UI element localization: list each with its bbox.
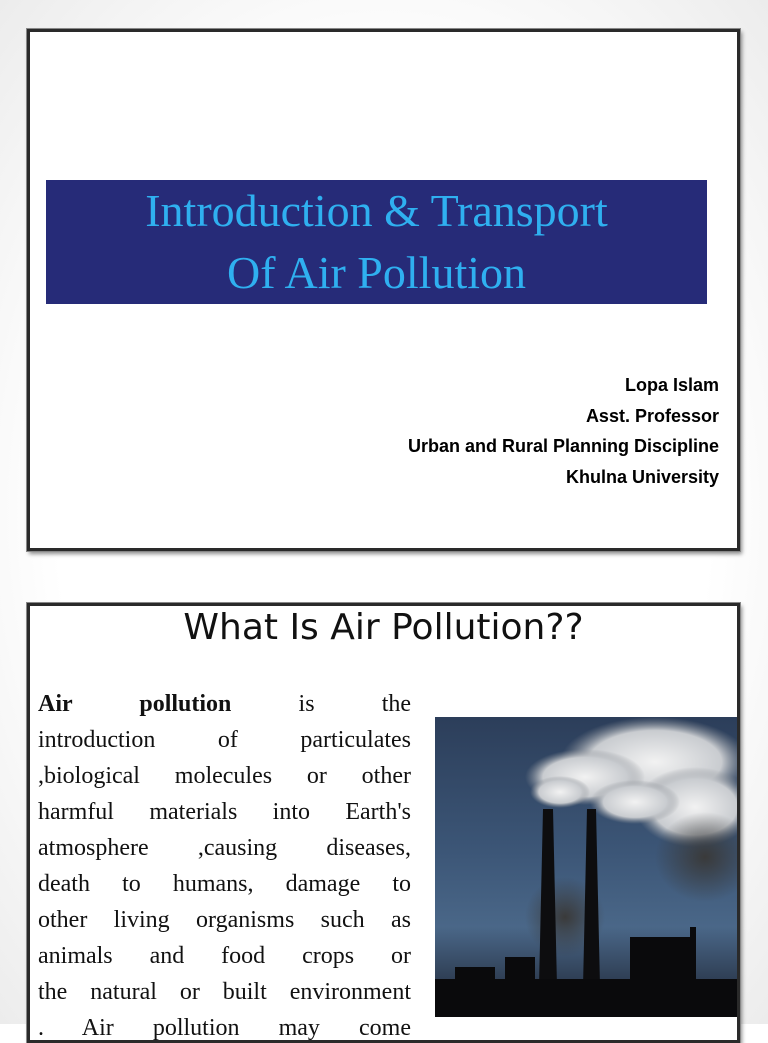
paragraph-line: ,biological molecules or other: [38, 763, 411, 789]
paragraph-line: death to humans, damage to: [38, 871, 411, 897]
author-info: [408, 370, 719, 492]
paragraph-line: atmosphere ,causing diseases,: [38, 835, 411, 861]
slide-heading: What Is Air Pollution??: [183, 607, 584, 648]
author-university: Khulna University: [565, 466, 719, 487]
title-line-1: Introduction & Transport: [145, 185, 608, 236]
paragraph-line: harmful materials into Earth's: [38, 799, 411, 825]
definition-paragraph: [38, 686, 411, 1043]
paragraph-line: introduction of particulates: [38, 727, 411, 753]
slide-title: [27, 29, 740, 551]
paragraph-line: the natural or built environment: [38, 979, 411, 1005]
smokestack-photo: [435, 717, 740, 1017]
slide-definition: [27, 603, 740, 1043]
paragraph-line: animals and food crops or: [38, 943, 411, 969]
paragraph-line: other living organisms such as: [38, 907, 411, 933]
author-discipline: Urban and Rural Planning Discipline: [407, 436, 719, 456]
paragraph-line: [38, 686, 411, 722]
author-name: Lopa Islam: [624, 375, 719, 395]
bold-term: Air pollution: [38, 691, 232, 717]
paragraph-line: . Air pollution may come: [38, 1015, 411, 1041]
smokestack-illustration: [435, 717, 740, 1017]
title-banner: [46, 180, 707, 304]
paragraph-text: is the: [298, 691, 412, 717]
title-line-2: Of Air Pollution: [226, 247, 527, 298]
author-position: Asst. Professor: [585, 405, 719, 426]
